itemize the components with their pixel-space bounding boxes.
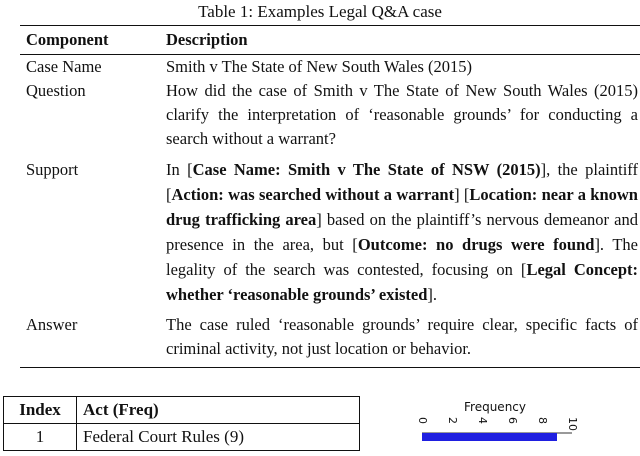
lower-section <box>0 396 640 456</box>
tick-label: 8 <box>536 417 549 424</box>
header-row <box>20 26 640 55</box>
tick-label: 0 <box>416 417 429 424</box>
support-location: Location: near a known drug trafficking area <box>166 185 638 229</box>
row-label-case-name: Case Name <box>26 57 102 76</box>
acts-table <box>3 396 360 451</box>
support-case-name: Case Name: Smith v The State of NSW (2015) <box>192 160 541 179</box>
support-text: In [ <box>166 160 193 179</box>
frequency-chart-area <box>360 396 640 456</box>
support-text: ]. The legality of the search was contested, focusing on [ <box>166 235 638 279</box>
support-text: ]. <box>427 285 438 304</box>
header-description: Description <box>166 30 248 49</box>
table-caption: Table 1: Examples Legal Q&A case <box>198 2 442 21</box>
header-component: Component <box>26 30 109 49</box>
tick-label: 2 <box>446 417 459 424</box>
row-label-answer: Answer <box>26 315 78 334</box>
row-text-question: How did the case of Smith v The State of New South Wales (2015) clarify the interpretation of ‘reasonable grounds’ for conducting a search without a warrant? <box>166 81 638 148</box>
support-outcome: Outcome: no drugs were found <box>357 235 595 254</box>
frequency-chart <box>360 432 590 452</box>
header-freq: Freq <box>118 400 154 419</box>
row-text-support <box>166 157 638 307</box>
cell-act: Federal Court Rules (9) <box>77 424 360 451</box>
chart-title: Frequency <box>464 400 526 414</box>
tick-label: 10 <box>566 417 579 431</box>
bar <box>422 433 557 441</box>
row-text-case-name: Smith v The State of New South Wales (2015) <box>166 57 473 76</box>
support-text: ] [ <box>454 185 470 204</box>
row-label-question: Question <box>26 81 86 100</box>
examples-table <box>20 25 640 368</box>
tick-label: 4 <box>476 417 489 424</box>
header-act-freq: Act (Freq) <box>77 397 360 424</box>
header-index: Index <box>4 397 77 424</box>
row-answer <box>20 313 640 367</box>
table-row <box>4 424 360 451</box>
table-header-row <box>4 397 360 424</box>
support-text: ] based on the plaintiff’s nervous demeanor and presence in the area, but [ <box>166 210 638 254</box>
row-case-name <box>20 55 640 79</box>
row-question <box>20 79 640 151</box>
header-act: Act <box>83 400 109 419</box>
row-label-support: Support <box>26 160 79 179</box>
tick-label: 6 <box>506 417 519 424</box>
row-support <box>20 157 640 307</box>
support-legal-concept: Legal Concept: whether ‘reasonable grounds’ existed <box>166 260 639 304</box>
support-text: ], the plaintiff [ <box>166 160 638 204</box>
row-text-answer: The case ruled ‘reasonable grounds’ require clear, specific facts of criminal activity, not just location or behavior. <box>166 315 638 358</box>
cell-index: 1 <box>4 424 77 451</box>
support-action: Action: was searched without a warrant <box>171 185 455 204</box>
